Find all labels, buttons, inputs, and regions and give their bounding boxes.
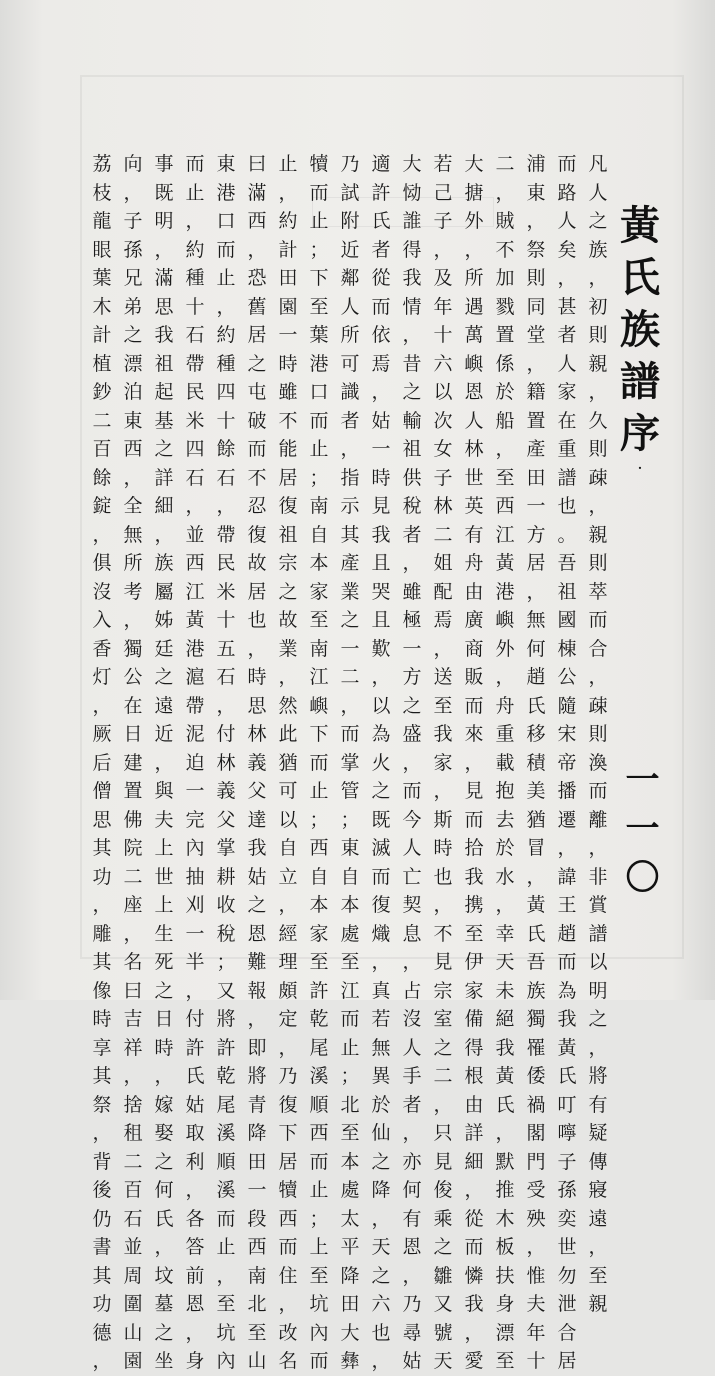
page-number: 一一〇: [625, 760, 660, 898]
text-column: 荔 枝 龍 眼 葉 木 計 植 鈔 二 百 餘 錠 ， 俱 沒 入 香 灯 ， 厥 后 僧 思 其 功 ， 雕 其 像 時 享 其 祭 ， 背 後 仍 書 其 功 德 ，: [92, 153, 112, 1372]
text-column: 犢 而 止 ； 下 至 葉 港 口 而 止 ； 南 自 本 家 至 南 江 嶼 下 而 止 ； 西 自 本 家 至 許 乾 尾 溪 順 西 而 止 ； 上 至 坑 內 而: [309, 153, 329, 1372]
text-column: 若 己 子 ， 及 年 十 六 以 次 女 子 林 二 姐 配 焉 ， 送 至 我 家 ， 斯 時 也 ， 不 見 宗 室 之 二 ， 只 見 俊 乘 之 雛 又 號 天: [433, 153, 453, 1372]
text-column: 浦 東 ， 祭 則 同 堂 ， 籍 置 產 田 一 方 居 ， 無 何 趙 氏 移 積 美 猶 冒 ， 黃 氏 吾 族 獨 罹 倭 禍 閣 門 受 殃 ， 惟 夫 年 十: [526, 153, 546, 1372]
text-column: 適 許 氏 者 從 而 依 焉 ， 姑 一 時 見 我 且 哭 且 歎 ， 以 為 火 之 既 滅 而 復 熾 ， 真 若 無 異 於 仙 之 降 ， 天 之 六 也 ，: [371, 153, 391, 1372]
text-column: 東 港 口 而 止 ， 約 種 四 十 餘 石 ， 帶 民 米 十 五 石 ， 付 林 義 父 掌 耕 收 稅 ； 又 將 許 乾 尾 溪 順 溪 而 止 ， 至 坑 內: [216, 153, 236, 1372]
text-column: 曰 滿 西 ， 恐 舊 居 之 屯 破 而 不 忍 復 故 居 也 ， 時 思 林 義 父 達 我 姑 之 恩 難 報 ， 即 將 青 降 田 一 段 西 南 北 至 山: [247, 153, 267, 1372]
text-column: 而 止 ， 約 種 十 石 帶 民 米 四 石 ， 並 西 江 黃 港 滬 帶 泥 迫 一 完 內 抽 刈 一 半 ， 付 許 氏 姑 取 利 ， 各 答 前 恩 ， 身: [185, 153, 205, 1372]
text-column: 止 ， 約 計 田 園 一 時 雖 不 能 居 復 祖 宗 之 故 業 ， 然 此 猶 可 以 自 立 ， 經 理 頗 定 ， 乃 復 下 居 犢 西 而 住 ， 改 名: [278, 153, 298, 1372]
text-column: 向 ， 子 孫 兄 弟 之 漂 泊 東 西 ， 全 無 所 考 ， 獨 公 在 日 建 置 佛 院 二 座 ， 名 曰 吉 祥 ， 捨 租 二 百 石 並 周 圍 山 園: [123, 153, 143, 1372]
text-column: 二 ， 賊 不 加 戮 置 係 於 船 ， 至 西 江 黃 港 嶼 外 ， 舟 重 載 抱 去 於 水 ， 幸 天 未 絕 我 黃 氏 ， 默 推 木 板 扶 身 漂 至: [495, 153, 515, 1372]
text-column: 而 路 人 矣 ， 甚 者 人 家 在 重 譜 也 。 吾 祖 國 棟 公 隨 宋 帝 播 遷 ， 諱 王 趙 而 為 我 黃 氏 叮 嚀 子 孫 奕 世 勿 泄 合 居: [557, 153, 577, 1372]
text-column: 事 既 明 ， 滿 思 我 祖 起 基 之 詳 細 ， 族 屬 姊 廷 之 遠 近 ， 與 夫 上 世 上 生 死 之 日 時 ， 嫁 娶 之 何 氏 ， 坟 墓 之 坐: [154, 153, 174, 1372]
text-column: 凡 人 之 族 ， 初 則 親 ， 久 則 疎 ， 親 則 萃 而 合 ， 疎 則 渙 而 離 ， 非 賞 譜 以 明 之 ， 將 有 疑 傳 寢 遠 ， 至 親: [588, 153, 608, 1315]
text-column: 大 恸 誰 得 我 情 ， 昔 之 輸 祖 供 稅 者 ， 雖 極 一 方 之 盛 ， 而 今 人 亡 契 息 ， 占 沒 人 手 者 ， 亦 何 有 恩 ， 乃 尋 姑: [402, 153, 422, 1372]
document-title: 黃 氏 族 譜 序 ·: [620, 202, 660, 475]
text-column: 乃 試 附 近 鄰 人 所 可 識 者 ， 指 示 其 產 業 之 一 二 ， 而 掌 管 ； 東 自 本 處 至 江 而 止 ； 北 至 本 處 太 平 降 田 大 彝: [340, 153, 360, 1372]
text-column: 大 搪 外 ， 所 遇 萬 嶼 恩 人 林 世 英 有 舟 由 廣 商 販 而 來 ， 見 而 拾 我 携 至 伊 家 備 得 根 由 詳 細 ， 從 而 憐 我 ， 愛: [464, 153, 484, 1372]
